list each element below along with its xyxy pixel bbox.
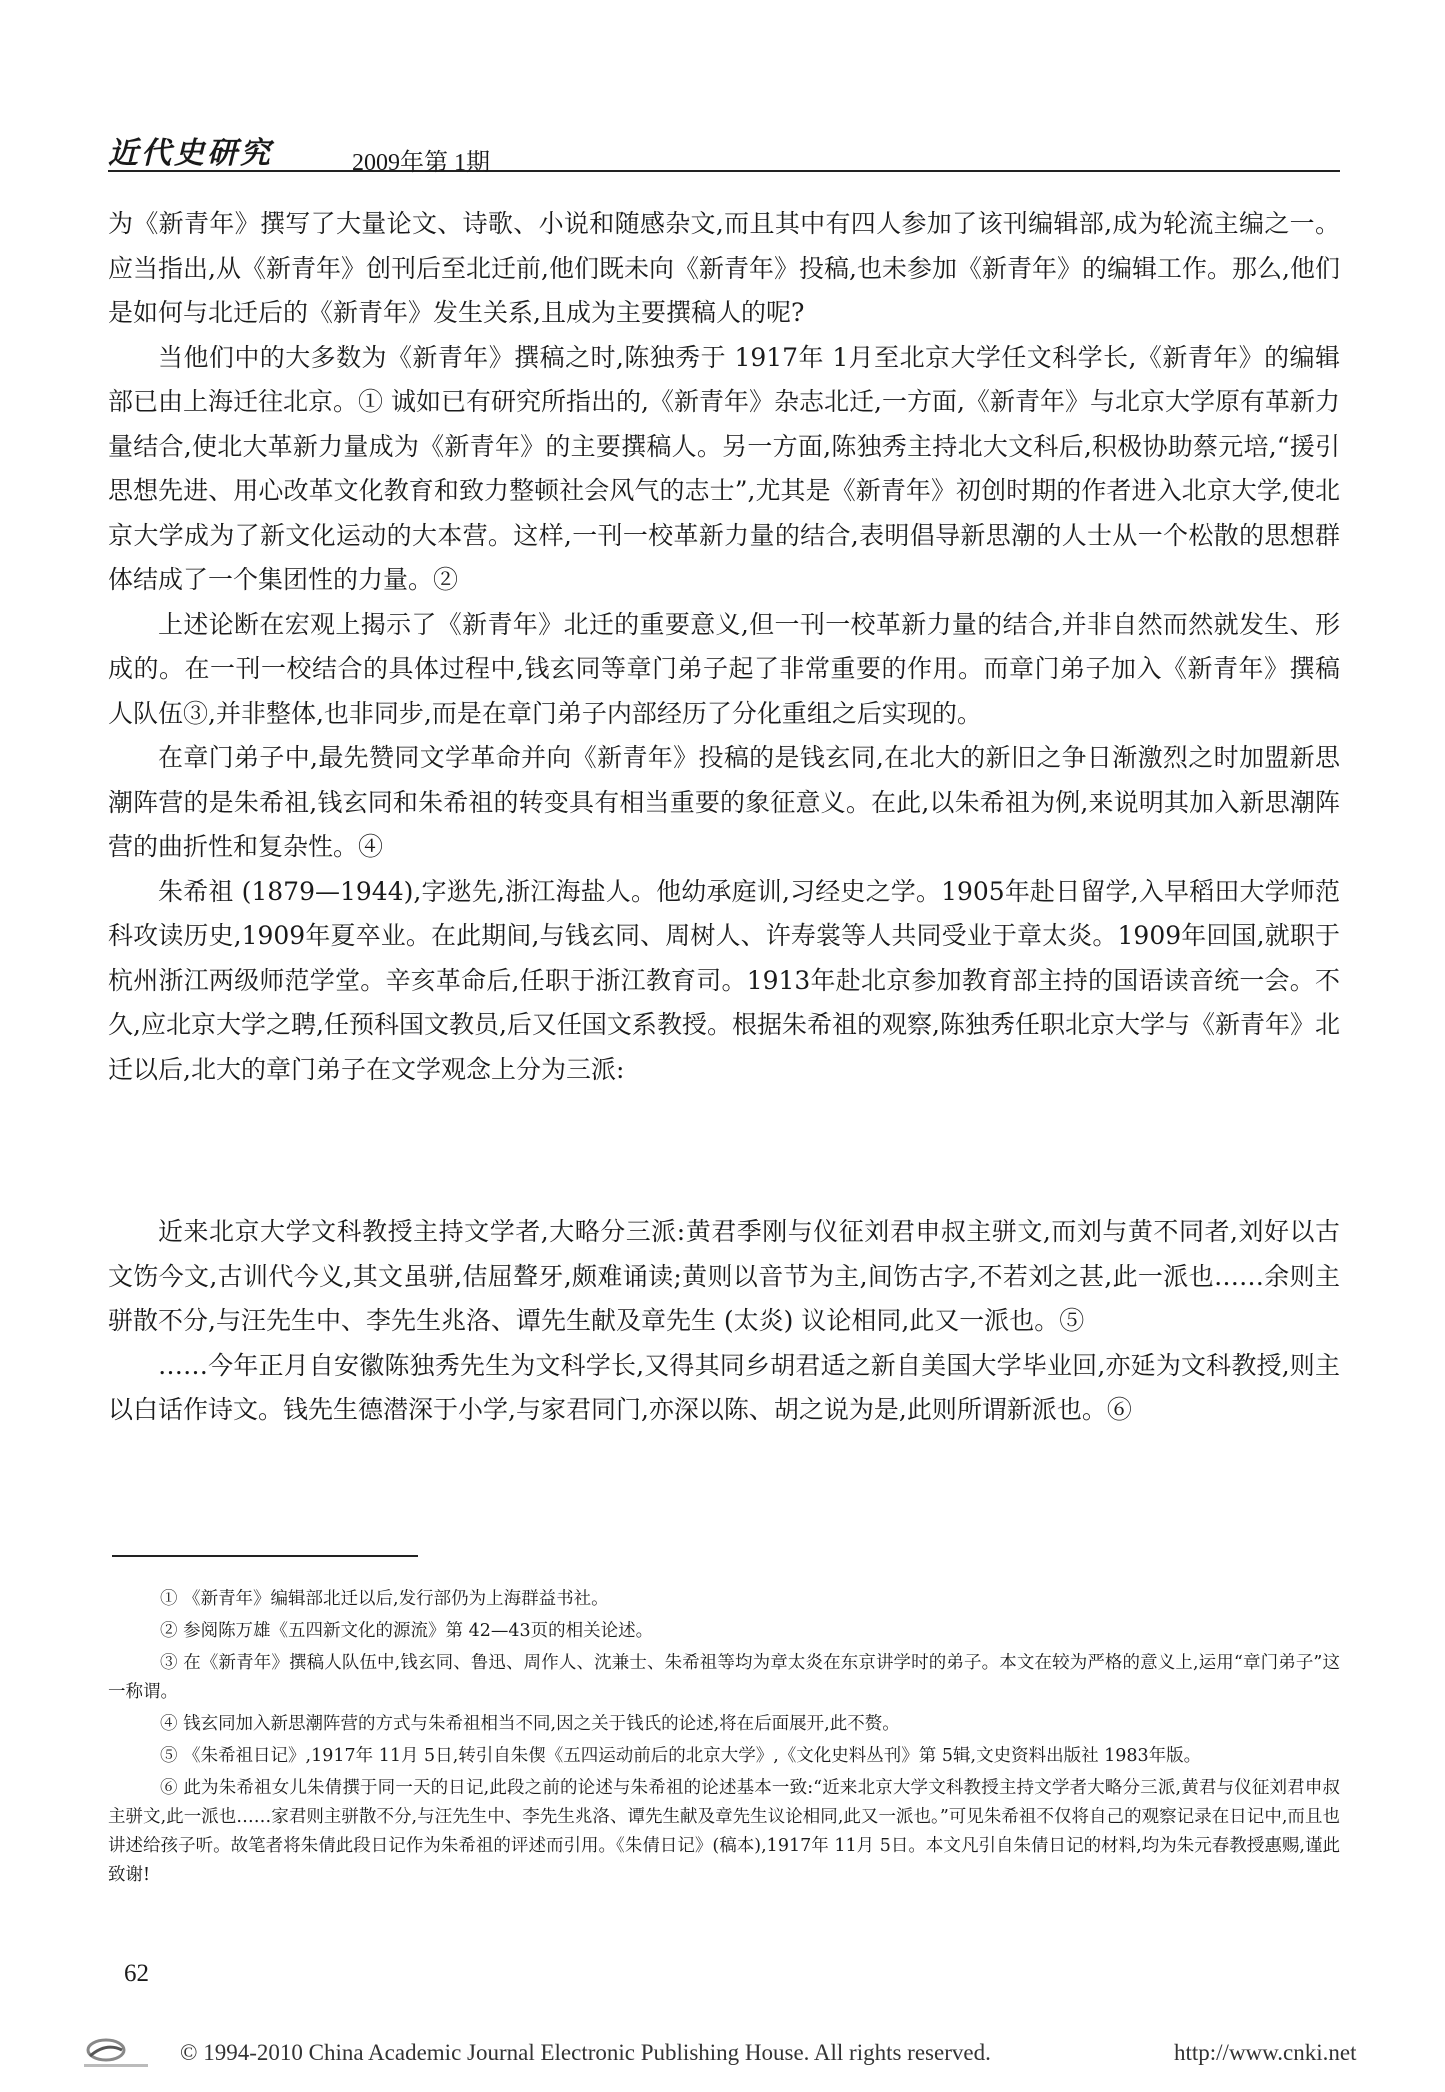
quote-paragraph: ……今年正月自安徽陈独秀先生为文科学长,又得其同乡胡君适之新自美国大学毕业回,亦延为文科教授,则主以白话作诗文。钱先生德潜深于小学,与家君同门,亦深以陈、胡之说为是,此则所谓新派也。⑥ bbox=[108, 1350, 1340, 1424]
main-text bbox=[108, 202, 1340, 1092]
issue-label: 2009年第 1期 bbox=[352, 150, 490, 176]
paragraph: 在章门弟子中,最先赞同文学革命并向《新青年》投稿的是钱玄同,在北大的新旧之争日渐激烈之时加盟新思潮阵营的是朱希祖,钱玄同和朱希祖的转变具有相当重要的象征意义。在此,以朱希祖为例,来说明其加入新思潮阵营的曲折性和复杂性。④ bbox=[108, 743, 1340, 861]
footnote: ⑤ 《朱希祖日记》,1917年 11月 5日,转引自朱偰《五四运动前后的北京大学》,《文化史料丛刊》第 5辑,文史资料出版社 1983年版。 bbox=[160, 1746, 1202, 1766]
copyright-text: © 1994-2010 China Academic Journal Electronic Publishing House. All rights reserved. bbox=[180, 2040, 991, 2065]
footnotes bbox=[108, 1585, 1340, 1893]
running-header bbox=[108, 128, 1340, 176]
footnote-divider bbox=[112, 1555, 418, 1557]
footnote: ② 参阅陈万雄《五四新文化的源流》第 42—43页的相关论述。 bbox=[160, 1621, 654, 1641]
paragraph: 为《新青年》撰写了大量论文、诗歌、小说和随感杂文,而且其中有四人参加了该刊编辑部,成为轮流主编之一。应当指出,从《新青年》创刊后至北迁前,他们既未向《新青年》投稿,也未参加《新青年》的编辑工作。那么,他们是如何与北迁后的《新青年》发生关系,且成为主要撰稿人的呢? bbox=[108, 209, 1340, 327]
footnote: ⑥ 此为朱希祖女儿朱倩撰于同一天的日记,此段之前的论述与朱希祖的论述基本一致:“近来北京大学文科教授主持文学者大略分三派,黄君与仪征刘君申叔主骈文,此一派也……家君则主骈散不分,与汪先生中、李先生兆洛、谭先生献及章先生议论相同,此又一派也。”可见朱希祖不仅将自己的观察记录在日记中,而且也讲述给孩子听。故笔者将朱倩此段日记作为朱希祖的评述而引用。《朱倩日记》(稿本),1917年 11月 5日。本文凡引自朱倩日记的材料,均为朱元春教授惠赐,谨此致谢! bbox=[108, 1778, 1340, 1885]
source-url-link[interactable]: http://www.cnki.net bbox=[1174, 2040, 1357, 2065]
page-number: 62 bbox=[124, 1960, 149, 1987]
footnote: ③ 在《新青年》撰稿人队伍中,钱玄同、鲁迅、周作人、沈兼士、朱希祖等均为章太炎在东京讲学时的弟子。本文在较为严格的意义上,运用“章门弟子”这一称谓。 bbox=[108, 1653, 1340, 1702]
journal-title: 近代史研究 bbox=[108, 136, 273, 171]
publisher-logo-icon bbox=[80, 2036, 152, 2070]
paragraph: 当他们中的大多数为《新青年》撰稿之时,陈独秀于 1917年 1月至北京大学任文科学长,《新青年》的编辑部已由上海迁往北京。① 诚如已有研究所指出的,《新青年》杂志北迁,一方面,《新青年》与北京大学原有革新力量结合,使北大革新力量成为《新青年》的主要撰稿人。另一方面,陈独秀主持北大文科后,积极协助蔡元培,“援引思想先进、用心改革文化教育和致力整顿社会风气的志士”,尤其是《新青年》初创时期的作者进入北京大学,使北京大学成为了新文化运动的大本营。这样,一刊一校革新力量的结合,表明倡导新思潮的人士从一个松散的思想群体结成了一个集团性的力量。② bbox=[108, 342, 1340, 594]
copyright-footer bbox=[80, 2034, 1400, 2074]
paragraph: 上述论断在宏观上揭示了《新青年》北迁的重要意义,但一刊一校革新力量的结合,并非自然而然就发生、形成的。在一刊一校结合的具体过程中,钱玄同等章门弟子起了非常重要的作用。而章门弟子加入《新青年》撰稿人队伍③,并非整体,也非同步,而是在章门弟子内部经历了分化重组之后实现的。 bbox=[108, 609, 1340, 728]
footnote: ① 《新青年》编辑部北迁以后,发行部仍为上海群益书社。 bbox=[160, 1589, 609, 1609]
block-quote bbox=[108, 1210, 1340, 1433]
paragraph: 朱希祖 (1879—1944),字逖先,浙江海盐人。他幼承庭训,习经史之学。1905年赴日留学,入早稻田大学师范科攻读历史,1909年夏卒业。在此期间,与钱玄同、周树人、许寿裳等人共同受业于章太炎。1909年回国,就职于杭州浙江两级师范学堂。辛亥革命后,任职于浙江教育司。1913年赴北京参加教育部主持的国语读音统一会。不久,应北京大学之聘,任预科国文教员,后又任国文系教授。根据朱希祖的观察,陈独秀任职北京大学与《新青年》北迁以后,北大的章门弟子在文学观念上分为三派: bbox=[108, 876, 1340, 1084]
quote-paragraph: 近来北京大学文科教授主持文学者,大略分三派:黄君季刚与仪征刘君申叔主骈文,而刘与黄不同者,刘好以古文饬今文,古训代今义,其文虽骈,佶屈聱牙,颇难诵读;黄则以音节为主,间饬古字,不若刘之甚,此一派也……余则主骈散不分,与汪先生中、李先生兆洛、谭先生献及章先生 (太炎) 议论相同,此又一派也。⑤ bbox=[108, 1217, 1340, 1335]
footnote: ④ 钱玄同加入新思潮阵营的方式与朱希祖相当不同,因之关于钱氏的论述,将在后面展开,此不赘。 bbox=[160, 1714, 900, 1734]
